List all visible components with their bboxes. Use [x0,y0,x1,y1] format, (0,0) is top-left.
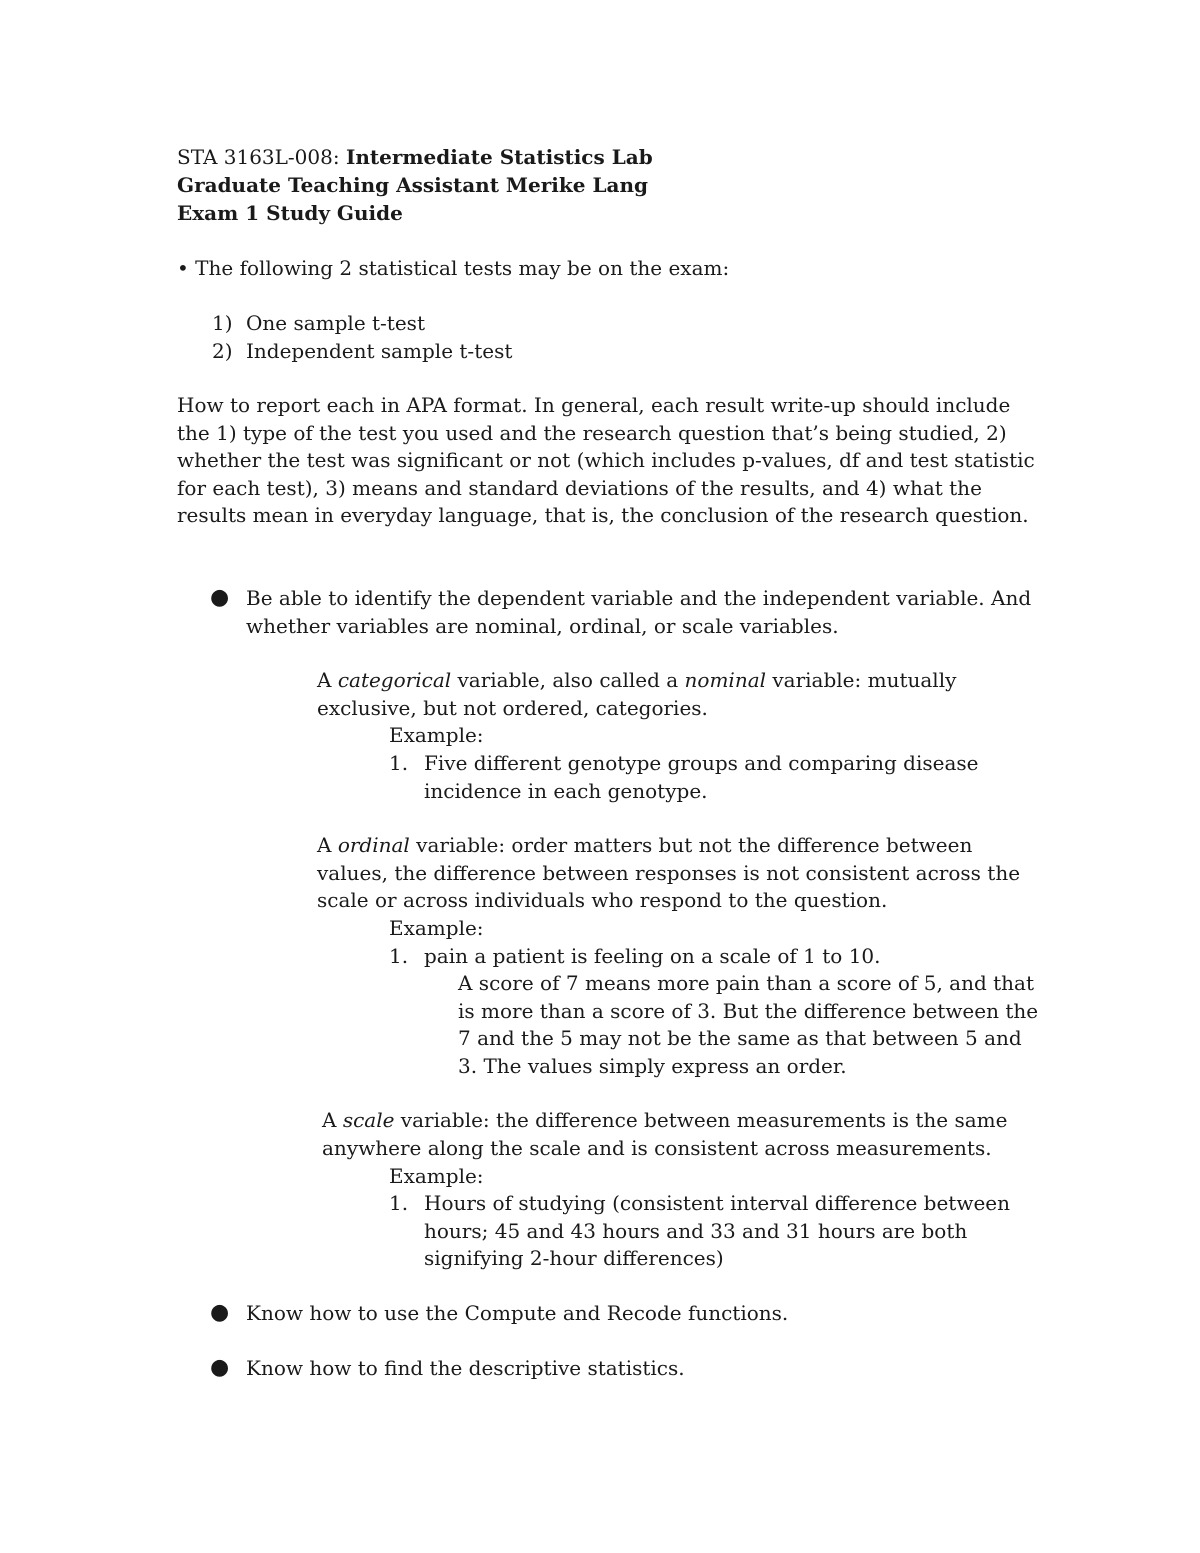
example-number: 1. [389,751,409,775]
example-number: 1. [389,944,409,968]
bullet-icon: ● [210,585,230,610]
apa-line: How to report each in APA format. In general, each result write-up should include [177,393,1011,417]
ordinal-rest: variable: order matters but not the difference between [409,833,973,857]
course-title: Intermediate Statistics Lab [345,145,653,169]
ordinal-a: A [317,833,338,857]
categorical-line2: exclusive, but not ordered, categories. [317,696,708,720]
scale-definition [322,1106,1007,1134]
bullet-icon: ● [210,1355,230,1380]
intro-line [177,254,729,282]
detail-line: A score of 7 means more pain than a score of 5, and that [458,971,1034,995]
apa-line: whether the test was significant or not (which includes p-values, df and test statistic [177,448,1035,472]
term-ordinal: ordinal [337,833,410,857]
categorical-a: A [317,668,338,692]
term-scale: scale [342,1108,395,1132]
example-line: hours; 45 and 43 hours and 33 and 31 hours are both [424,1219,968,1243]
categorical-mid: variable, also called a [451,668,685,692]
test-number: 2) [212,339,233,363]
test-label: Independent sample t-test [246,339,513,363]
descriptive-stats-line: Know how to find the descriptive statistics. [246,1356,685,1380]
categorical-definition [317,666,956,694]
course-line [177,143,653,171]
example-line: incidence in each genotype. [424,779,708,803]
term-nominal: nominal [684,668,767,692]
detail-line: 7 and the 5 may not be the same as that between 5 and [458,1026,1022,1050]
scale-line2: anywhere along the scale and is consistent across measurements. [322,1136,992,1160]
apa-line: results mean in everyday language, that is, the conclusion of the research question. [177,503,1029,527]
course-prefix: STA 3163L-008: [177,145,346,169]
guide-title: Exam 1 Study Guide [177,201,403,225]
example-label: Example: [389,723,484,747]
example-number: 1. [389,1191,409,1215]
intro-text: The following 2 statistical tests may be on the exam: [195,256,730,280]
example-label: Example: [389,1164,484,1188]
example-line: Five different genotype groups and comparing disease [424,751,979,775]
ta-line: Graduate Teaching Assistant Merike Lang [177,173,648,197]
example-line: Hours of studying (consistent interval difference between [424,1191,1011,1215]
scale-a: A [322,1108,343,1132]
example-line: pain a patient is feeling on a scale of 1 to 10. [424,944,881,968]
apa-line: for each test), 3) means and standard deviations of the results, and 4) what the [177,476,982,500]
term-categorical: categorical [337,668,452,692]
example-label: Example: [389,916,484,940]
scale-rest: variable: the difference between measurements is the same [394,1108,1008,1132]
bullet-icon: ● [210,1300,230,1325]
detail-line: is more than a score of 3. But the difference between the [458,999,1039,1023]
variables-line: whether variables are nominal, ordinal, or scale variables. [246,614,839,638]
apa-line: the 1) type of the test you used and the research question that’s being studied, 2) [177,421,1007,445]
example-line: signifying 2-hour differences) [424,1246,724,1270]
compute-recode-line: Know how to use the Compute and Recode functions. [246,1301,789,1325]
variables-line: Be able to identify the dependent variable and the independent variable. And [246,586,1032,610]
test-label: One sample t-test [246,311,425,335]
detail-line: 3. The values simply express an order. [458,1054,847,1078]
categorical-rest: variable: mutually [766,668,957,692]
ordinal-definition [317,831,972,859]
small-bullet-icon: • [177,256,189,280]
ordinal-line2: values, the difference between responses is not consistent across the [317,861,1021,885]
test-number: 1) [212,311,233,335]
ordinal-line3: scale or across individuals who respond to the question. [317,888,888,912]
